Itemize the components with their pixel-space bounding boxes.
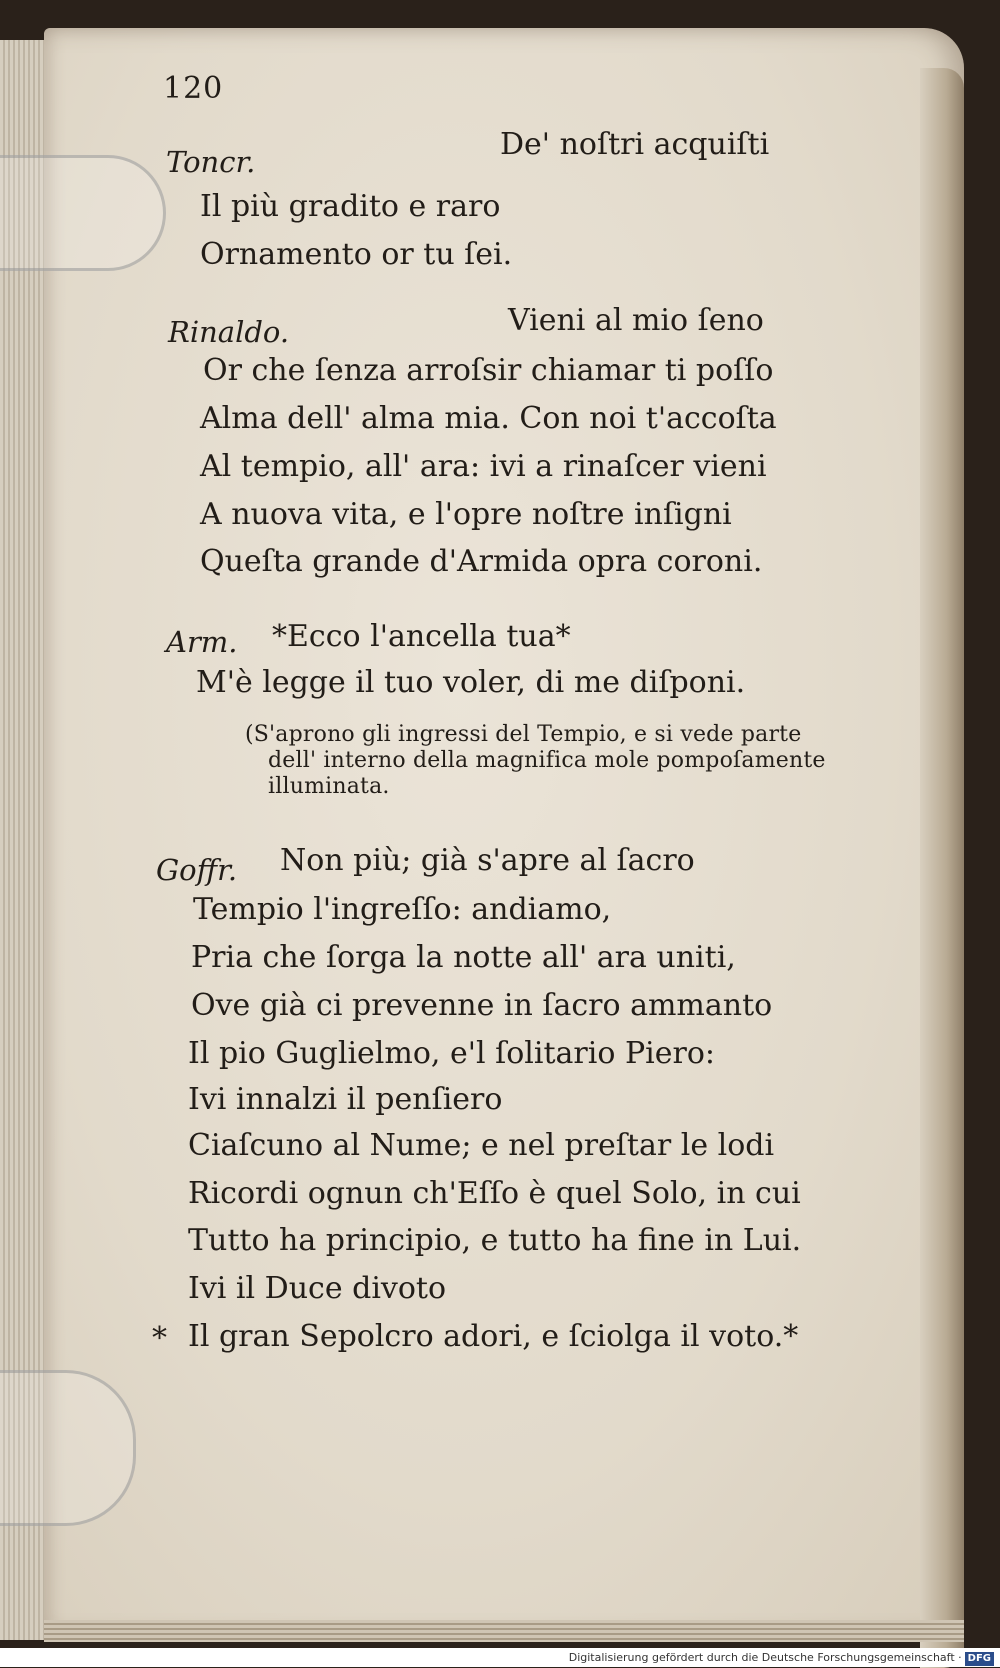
speaker-rinaldo: Rinaldo. <box>168 315 290 349</box>
verse-line: Queſta grande d'Armida opra coroni. <box>200 544 763 579</box>
verse-line: Pria che ſorga la notte all' ara uniti, <box>191 940 736 975</box>
verse-line: Al tempio, all' ara: ivi a rinaſcer vieni <box>200 449 767 484</box>
verse-line: Il più gradito e raro <box>200 189 501 224</box>
verse-line: Ciaſcuno al Nume; e nel preſtar le lodi <box>188 1128 775 1163</box>
verse-line: Tempio l'ingreſſo: andiamo, <box>193 892 612 927</box>
stage-direction: illuminata. <box>268 774 390 799</box>
verse-line: Tutto ha principio, e tutto ha fine in Lui. <box>188 1223 802 1258</box>
dfg-logo: DFG <box>965 1652 994 1666</box>
stage-direction: (S'aprono gli ingressi del Tempio, e si vede parte <box>245 722 802 747</box>
stage-direction: dell' interno della magnifica mole pompoſamente <box>268 748 826 773</box>
digitization-credit: Digitalisierung gefördert durch die Deutsche Forschungsgemeinschaft · <box>568 1651 962 1664</box>
digitization-credit-bar <box>0 1648 1000 1667</box>
cue-line: Non più; già s'apre al ſacro <box>280 843 695 878</box>
verse-line: Or che ſenza arroſsir chiamar ti poſſo <box>203 353 774 388</box>
verse-line: Ivi innalzi il penſiero <box>188 1082 503 1117</box>
asterisk-marker: * <box>152 1321 167 1356</box>
speaker-toncr: Toncr. <box>166 145 256 179</box>
cue-line: *Ecco l'ancella tua* <box>272 619 571 654</box>
verse-line: Ove già ci prevenne in ſacro ammanto <box>191 988 773 1023</box>
verse-line: Ivi il Duce divoto <box>188 1271 447 1306</box>
verse-line: A nuova vita, e l'opre noſtre inſigni <box>200 497 732 532</box>
verse-line: Ornamento or tu ſei. <box>200 237 513 272</box>
cue-line: De' noſtri acquiſti <box>500 127 770 162</box>
page-number: 120 <box>163 71 224 106</box>
verse-line: Il pio Guglielmo, e'l ſolitario Piero: <box>188 1036 715 1071</box>
cue-line: Vieni al mio ſeno <box>508 303 764 338</box>
verse-line: Il gran Sepolcro adori, e ſciolga il voto.* <box>188 1319 799 1354</box>
verse-line: Ricordi ognun ch'Eſſo è quel Solo, in cui <box>188 1176 801 1211</box>
verse-line: Alma dell' alma mia. Con noi t'accoſta <box>200 401 777 436</box>
verse-line: M'è legge il tuo voler, di me diſponi. <box>196 665 746 700</box>
speaker-armida: Arm. <box>166 625 238 659</box>
speaker-goffredo: Goffr. <box>156 853 238 887</box>
